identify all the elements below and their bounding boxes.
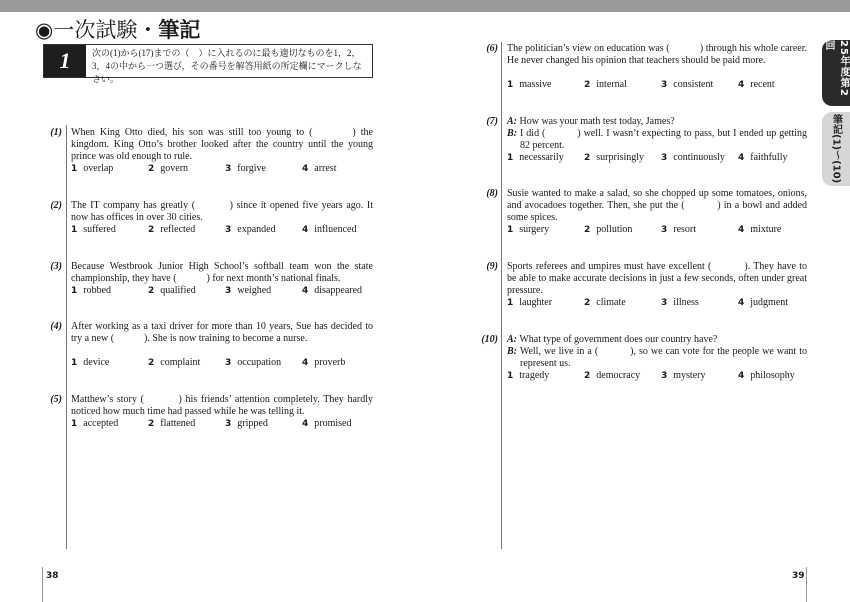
- option-text: occupation: [237, 357, 282, 368]
- instruction-text: 次の(1)から(17)までの（ ）に入れるのに最も適切なものを1，2，3，4の中から一つ選び，その番号を解答用紙の所定欄にマークしなさい。: [92, 48, 362, 84]
- speaker-label: B:: [507, 128, 517, 139]
- option-text: recent: [750, 79, 775, 90]
- answer-options: [71, 418, 373, 430]
- answer-options: [507, 152, 807, 164]
- option-number: 4: [302, 358, 309, 368]
- option-number: 3: [225, 358, 232, 368]
- answer-option[interactable]: [148, 285, 196, 297]
- option-number: 1: [71, 286, 78, 296]
- page-number-right: 39: [792, 571, 805, 581]
- option-text: necessarily: [519, 152, 564, 163]
- option-number: 3: [225, 225, 232, 235]
- question-text: [507, 188, 807, 224]
- right-column-rule: [501, 42, 502, 549]
- question-number: (4): [50, 321, 62, 332]
- answer-options: [507, 370, 807, 382]
- answer-option[interactable]: [71, 224, 116, 236]
- option-text: continuously: [673, 152, 725, 163]
- question-number: (8): [486, 188, 498, 199]
- question-number: (10): [481, 334, 498, 345]
- option-number: 4: [738, 371, 745, 381]
- question-text: [71, 321, 373, 345]
- speaker-label: A:: [507, 116, 517, 127]
- question-sentence: After working as a taxi driver for more than 10 years, Sue has decided to try a new ( ). She is now training to become a nurse.: [71, 321, 373, 344]
- answer-option[interactable]: [738, 79, 775, 91]
- option-number: 1: [507, 153, 514, 163]
- question-sentence: The IT company has greatly ( ) since it opened five years ago. It now has offices in over 30 cities.: [71, 200, 373, 223]
- left-footer-rule: [42, 567, 43, 602]
- answer-option[interactable]: [738, 152, 787, 164]
- answer-option[interactable]: [71, 163, 113, 175]
- option-text: overlap: [83, 163, 114, 174]
- question-number: (7): [486, 116, 498, 127]
- option-number: 2: [584, 80, 591, 90]
- answer-option[interactable]: [71, 418, 118, 430]
- answer-option[interactable]: [738, 370, 795, 382]
- answer-option[interactable]: [584, 370, 640, 382]
- question-number: (6): [486, 43, 498, 54]
- answer-option[interactable]: [71, 285, 111, 297]
- option-number: 2: [148, 225, 155, 235]
- option-text: arrest: [314, 163, 337, 174]
- right-footer-rule: [806, 567, 807, 602]
- page-number-left: 38: [46, 571, 59, 581]
- question-text: [507, 43, 807, 67]
- instruction-box: [43, 44, 373, 84]
- answer-option[interactable]: [302, 418, 351, 430]
- option-number: 2: [148, 164, 155, 174]
- year-tab: 25年度第2回: [822, 40, 850, 106]
- option-text: mixture: [750, 224, 782, 235]
- answer-option[interactable]: [148, 163, 188, 175]
- answer-option[interactable]: [302, 163, 336, 175]
- option-text: surprisingly: [596, 152, 645, 163]
- answer-options: [507, 297, 807, 309]
- option-number: 4: [302, 225, 309, 235]
- answer-option[interactable]: [302, 357, 345, 369]
- option-number: 3: [661, 225, 668, 235]
- option-number: 3: [661, 298, 668, 308]
- answer-option[interactable]: [148, 224, 195, 236]
- option-text: judgment: [750, 297, 789, 308]
- option-text: device: [83, 357, 110, 368]
- answer-option[interactable]: [738, 224, 781, 236]
- answer-option[interactable]: [661, 152, 725, 164]
- question-sentence: Sports referees and umpires must have excellent ( ). They have to be able to make accurate decisions in just a few seconds, often under great pressure.: [507, 261, 807, 296]
- answer-options: [71, 357, 373, 369]
- option-text: proverb: [314, 357, 346, 368]
- option-number: 4: [738, 298, 745, 308]
- option-text: gripped: [237, 418, 268, 429]
- option-number: 4: [738, 80, 745, 90]
- option-number: 2: [148, 419, 155, 429]
- answer-option[interactable]: [507, 224, 549, 236]
- option-text: complaint: [160, 357, 201, 368]
- answer-option[interactable]: [661, 224, 696, 236]
- question-text: [507, 261, 807, 297]
- title-prefix: ◉一次試験・: [35, 18, 159, 42]
- option-text: resort: [673, 224, 697, 235]
- option-text: surgery: [519, 224, 550, 235]
- option-text: mystery: [673, 370, 706, 381]
- dialog-text: How was your math test today, James?: [519, 116, 675, 127]
- question-number: (2): [50, 200, 62, 211]
- answer-option[interactable]: [302, 285, 362, 297]
- option-number: 1: [507, 298, 514, 308]
- dialog-line: [507, 334, 807, 346]
- question-text: [71, 127, 373, 163]
- option-number: 2: [584, 153, 591, 163]
- answer-option[interactable]: [71, 357, 109, 369]
- option-number: 3: [661, 371, 668, 381]
- question-sentence: When King Otto died, his son was still too young to ( ) the kingdom. King Otto’s brother looked after the country until the young prince was old enough to rule.: [71, 127, 373, 162]
- option-text: faithfully: [750, 152, 788, 163]
- dialog-line: [507, 346, 807, 370]
- question-text: [71, 261, 373, 285]
- answer-options: [71, 285, 373, 297]
- speaker-label: A:: [507, 334, 517, 345]
- option-text: reflected: [160, 224, 196, 235]
- option-number: 1: [71, 419, 78, 429]
- answer-option[interactable]: [584, 297, 626, 309]
- option-number: 1: [71, 225, 78, 235]
- option-text: climate: [596, 297, 626, 308]
- question-text: [507, 116, 807, 152]
- option-number: 2: [148, 358, 155, 368]
- dialog-text: I did ( ) well. I wasn’t expecting to pass, but I ended up getting 82 percent.: [519, 128, 807, 151]
- dialog-line: [507, 128, 807, 152]
- answer-option[interactable]: [148, 357, 200, 369]
- question-text: [71, 394, 373, 418]
- dialog-text: What type of government does our country have?: [519, 334, 718, 345]
- option-text: promised: [314, 418, 352, 429]
- option-text: massive: [519, 79, 552, 90]
- question-sentence: Matthew’s story ( ) his friends’ attention completely. They hardly noticed how much time had passed while he was telling it.: [71, 394, 373, 417]
- option-number: 1: [507, 371, 514, 381]
- answer-option[interactable]: [507, 297, 552, 309]
- option-text: suffered: [83, 224, 116, 235]
- answer-options: [71, 224, 373, 236]
- option-number: 4: [302, 419, 309, 429]
- question-sentence: The politician’s view on education was ( ) through his whole career. He never changed his opinion that teachers should be paid more.: [507, 43, 807, 66]
- question-text: [507, 334, 807, 370]
- option-text: flattened: [160, 418, 196, 429]
- answer-options: [71, 163, 373, 175]
- option-text: pollution: [596, 224, 633, 235]
- answer-option[interactable]: [225, 163, 266, 175]
- question-text: [71, 200, 373, 224]
- answer-option[interactable]: [661, 297, 699, 309]
- question-number: (3): [50, 261, 62, 272]
- top-bar: [0, 0, 850, 12]
- option-text: accepted: [83, 418, 119, 429]
- option-number: 4: [302, 286, 309, 296]
- option-number: 4: [302, 164, 309, 174]
- question-sentence: Because Westbrook Junior High School’s softball team won the state championship, they have ( ) for next month’s national finals.: [71, 261, 373, 284]
- option-text: expanded: [237, 224, 276, 235]
- question-number: (9): [486, 261, 498, 272]
- option-number: 2: [148, 286, 155, 296]
- answer-option[interactable]: [507, 79, 551, 91]
- option-text: laughter: [519, 297, 553, 308]
- option-text: influenced: [314, 224, 357, 235]
- option-text: disappeared: [314, 285, 363, 296]
- answer-options: [507, 224, 807, 236]
- option-number: 1: [71, 164, 78, 174]
- option-text: consistent: [673, 79, 714, 90]
- answer-option[interactable]: [584, 224, 632, 236]
- option-text: robbed: [83, 285, 112, 296]
- answer-option[interactable]: [584, 79, 627, 91]
- option-text: internal: [596, 79, 627, 90]
- answer-option[interactable]: [148, 418, 195, 430]
- answer-option[interactable]: [738, 297, 788, 309]
- option-text: philosophy: [750, 370, 795, 381]
- speaker-label: B:: [507, 346, 517, 357]
- option-number: 3: [225, 164, 232, 174]
- option-number: 4: [738, 225, 745, 235]
- answer-option[interactable]: [225, 418, 268, 430]
- page-title: [35, 14, 200, 44]
- answer-option[interactable]: [661, 79, 713, 91]
- option-number: 2: [584, 298, 591, 308]
- option-number: 3: [225, 419, 232, 429]
- option-number: 2: [584, 225, 591, 235]
- option-number: 2: [584, 371, 591, 381]
- dialog-line: [507, 116, 807, 128]
- answer-option[interactable]: [584, 152, 644, 164]
- section-number: 1: [44, 45, 86, 77]
- dialog-text: Well, we live in a ( ), so we can vote for the people we want to represent us.: [519, 346, 807, 369]
- option-number: 1: [507, 80, 514, 90]
- option-number: 4: [738, 153, 745, 163]
- left-column-rule: [66, 125, 67, 549]
- question-number: (5): [50, 394, 62, 405]
- option-text: qualified: [160, 285, 196, 296]
- option-number: 1: [507, 225, 514, 235]
- option-number: 3: [661, 80, 668, 90]
- answer-option[interactable]: [507, 370, 549, 382]
- question-number: (1): [50, 127, 62, 138]
- answer-option[interactable]: [225, 224, 276, 236]
- option-text: weighed: [237, 285, 272, 296]
- answer-option[interactable]: [661, 370, 705, 382]
- option-number: 3: [661, 153, 668, 163]
- title-main: 筆記: [158, 18, 201, 42]
- option-text: forgive: [237, 163, 266, 174]
- option-text: tragedy: [519, 370, 550, 381]
- answer-option[interactable]: [225, 285, 271, 297]
- question-sentence: Susie wanted to make a salad, so she chopped up some tomatoes, onions, and avocadoes together. Then, she put the ( ) in a bowl and added some spices.: [507, 188, 807, 223]
- option-text: democracy: [596, 370, 641, 381]
- section-tab: 筆記(1)～(10): [822, 112, 850, 186]
- answer-options: [507, 79, 807, 91]
- option-text: govern: [160, 163, 189, 174]
- option-text: illness: [673, 297, 699, 308]
- answer-option[interactable]: [225, 357, 281, 369]
- answer-option[interactable]: [302, 224, 356, 236]
- option-number: 3: [225, 286, 232, 296]
- option-number: 1: [71, 358, 78, 368]
- answer-option[interactable]: [507, 152, 564, 164]
